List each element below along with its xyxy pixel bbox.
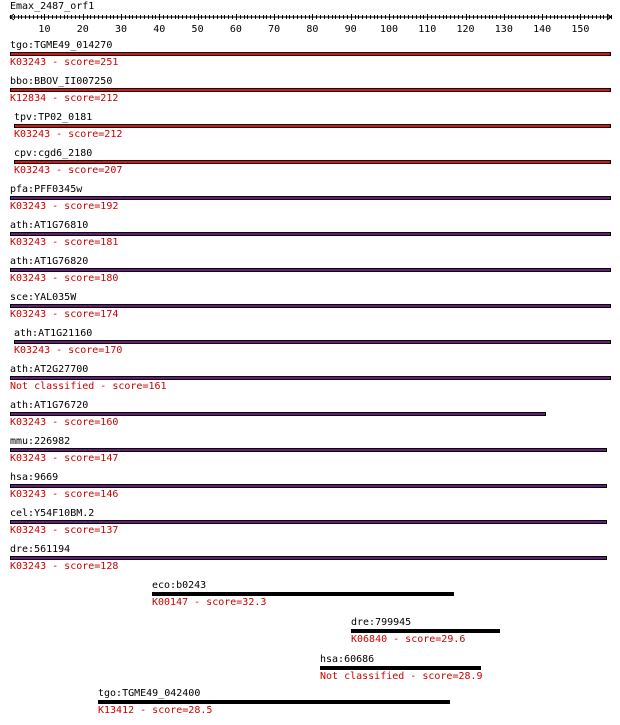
hit-score-label[interactable]: K03243 - score=212 <box>14 129 123 140</box>
hit-score-label[interactable]: K03243 - score=170 <box>14 345 123 356</box>
hit-name[interactable]: dre:561194 <box>10 544 71 555</box>
hit-score-label[interactable]: K13412 - score=28.5 <box>98 705 213 716</box>
hit-alignment-bar[interactable] <box>152 592 454 596</box>
hit-name[interactable]: tgo:TGME49_042400 <box>98 688 201 699</box>
ruler-tick-label: 110 <box>418 24 437 35</box>
hit-alignment-bar[interactable] <box>10 520 607 524</box>
hit-score-label[interactable]: Not classified - score=161 <box>10 381 167 392</box>
hit-name[interactable]: dre:799945 <box>351 617 412 628</box>
hit-score-label[interactable]: K00147 - score=32.3 <box>152 597 267 608</box>
hit-name[interactable]: tpv:TP02_0181 <box>14 112 93 123</box>
ruler-tick-label: 150 <box>571 24 590 35</box>
hit-name[interactable]: cel:Y54F10BM.2 <box>10 508 95 519</box>
hit-name[interactable]: ath:AT1G76810 <box>10 220 89 231</box>
query-title: Emax_2487_orf1 <box>10 1 95 12</box>
ruler-tick-label: 130 <box>494 24 513 35</box>
hit-score-label[interactable]: K03243 - score=160 <box>10 417 119 428</box>
hit-score-label[interactable]: K03243 - score=251 <box>10 57 119 68</box>
ruler-tick-label: 20 <box>76 24 89 35</box>
hit-score-label[interactable]: K06840 - score=29.6 <box>351 634 466 645</box>
ruler-tick-label: 100 <box>379 24 399 35</box>
hit-score-label[interactable]: K03243 - score=128 <box>10 561 119 572</box>
hit-score-label[interactable]: K03243 - score=146 <box>10 489 119 500</box>
ruler-tick-label: 60 <box>229 24 242 35</box>
ruler-tick-label: 90 <box>344 24 357 35</box>
hit-alignment-bar[interactable] <box>10 304 611 308</box>
hit-alignment-bar[interactable] <box>351 629 500 633</box>
hit-alignment-bar[interactable] <box>10 88 611 92</box>
hit-alignment-bar[interactable] <box>14 124 611 128</box>
hit-alignment-bar[interactable] <box>10 556 607 560</box>
hit-name[interactable]: cpv:cgd6_2180 <box>14 148 93 159</box>
hit-alignment-bar[interactable] <box>10 412 546 416</box>
hit-alignment-bar[interactable] <box>10 484 607 488</box>
hit-name[interactable]: ath:AT1G76820 <box>10 256 89 267</box>
hit-name[interactable]: pfa:PFF0345w <box>10 184 83 195</box>
ruler-tick-label: 140 <box>533 24 552 35</box>
hit-score-label[interactable]: K03243 - score=207 <box>14 165 123 176</box>
hit-score-label[interactable]: K03243 - score=147 <box>10 453 119 464</box>
hit-alignment-bar[interactable] <box>320 666 481 670</box>
ruler-tick-label: 40 <box>153 24 166 35</box>
hit-score-label[interactable]: K03243 - score=174 <box>10 309 119 320</box>
ruler-tick-label: 70 <box>268 24 281 35</box>
hit-alignment-bar[interactable] <box>10 268 611 272</box>
ruler-tick-label: 50 <box>191 24 204 35</box>
ruler-tick-label: 10 <box>38 24 51 35</box>
hit-alignment-bar[interactable] <box>10 376 611 380</box>
ruler-tick-label: 30 <box>114 24 128 35</box>
hit-score-label[interactable]: Not classified - score=28.9 <box>320 671 483 682</box>
hit-name[interactable]: hsa:9669 <box>10 472 59 483</box>
hit-alignment-bar[interactable] <box>98 700 450 704</box>
hit-score-label[interactable]: K03243 - score=192 <box>10 201 119 212</box>
hit-name[interactable]: hsa:60686 <box>320 654 375 665</box>
hit-score-label[interactable]: K03243 - score=180 <box>10 273 119 284</box>
hit-name[interactable]: eco:b0243 <box>152 580 207 591</box>
hit-score-label[interactable]: K03243 - score=137 <box>10 525 119 536</box>
hit-name[interactable]: tgo:TGME49_014270 <box>10 40 113 51</box>
hit-name[interactable]: sce:YAL035W <box>10 292 77 303</box>
ruler-tick-label: 120 <box>456 24 475 35</box>
ruler-tick-label: 80 <box>306 24 319 35</box>
hit-score-label[interactable]: K03243 - score=181 <box>10 237 119 248</box>
hit-name[interactable]: ath:AT2G27700 <box>10 364 89 375</box>
hit-name[interactable]: ath:AT1G76720 <box>10 400 89 411</box>
hit-alignment-bar[interactable] <box>14 160 611 164</box>
hit-name[interactable]: ath:AT1G21160 <box>14 328 93 339</box>
hit-alignment-bar[interactable] <box>10 196 611 200</box>
hit-name[interactable]: bbo:BBOV_II007250 <box>10 76 113 87</box>
hit-alignment-bar[interactable] <box>10 52 611 56</box>
hit-alignment-bar[interactable] <box>10 448 607 452</box>
hit-score-label[interactable]: K12834 - score=212 <box>10 93 119 104</box>
hit-alignment-bar[interactable] <box>10 232 611 236</box>
hit-name[interactable]: mmu:226982 <box>10 436 71 447</box>
hit-alignment-bar[interactable] <box>14 340 611 344</box>
